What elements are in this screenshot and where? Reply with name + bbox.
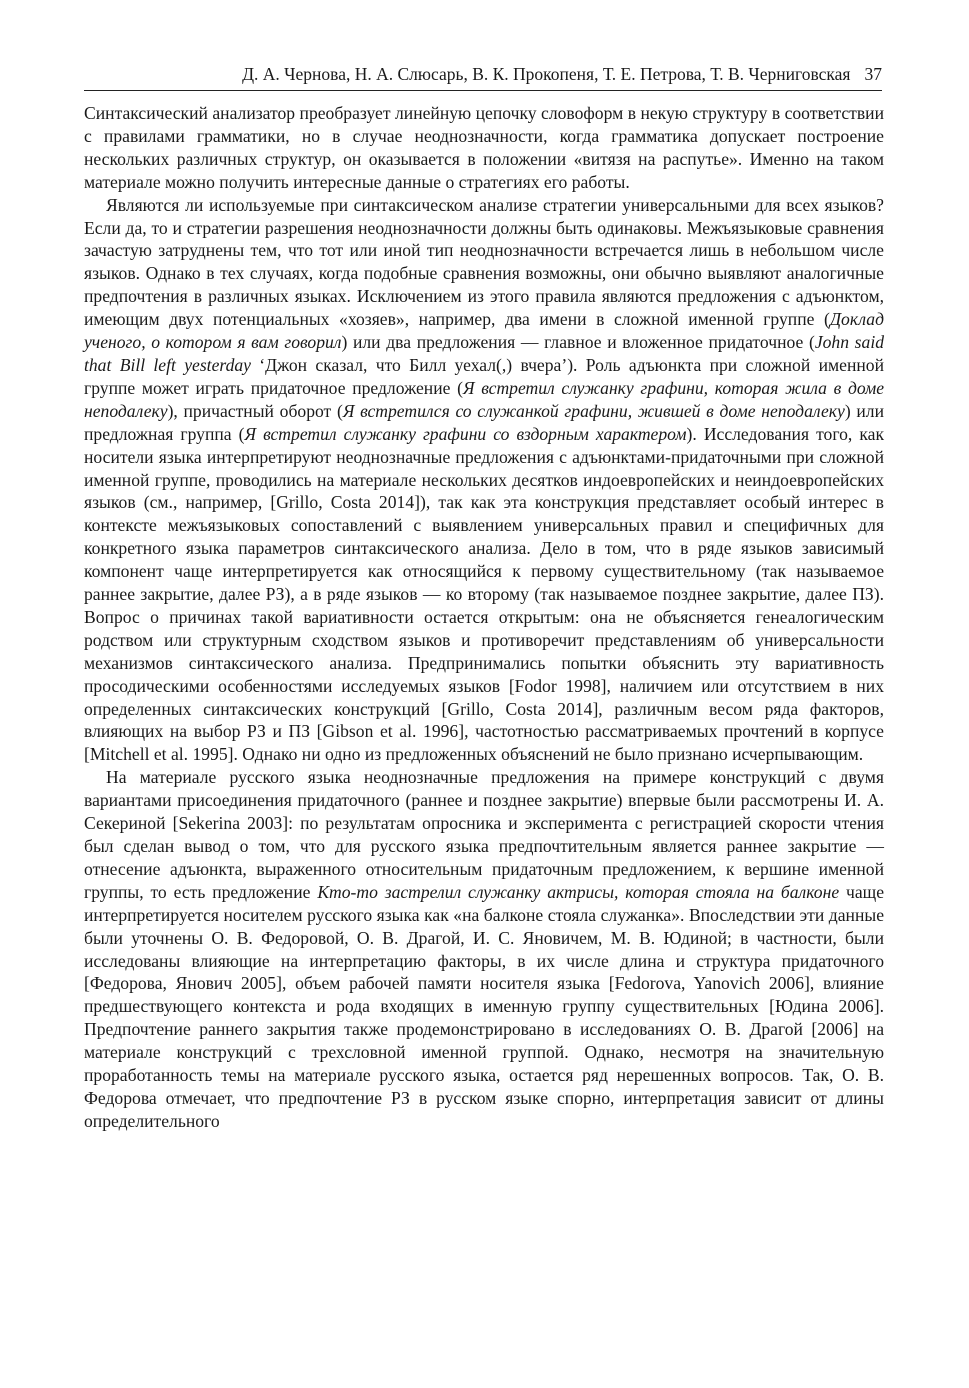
text-segment: ) или два предложения — главное и вложенное придаточное ( [341, 332, 815, 353]
text-segment: На материале русского языка неоднозначные предложения на примере конструкций с двумя вариантами присоединения придаточного (раннее и позднее закрытие) впервые были рассмотрены И. А. Секериной [Sekerina 2003]: по результатам опросника и эксперимента с регистрацией скорости чтения был сделан вывод о том, что для русского языка предпочтительным является раннее закрытие — отнесение адъюнкта, выраженного относительным придаточным предложением, к вершине именной группы, то есть предложение [84, 767, 884, 902]
paragraph-1 [84, 102, 884, 194]
example-italic: Кто-то застрелил служанку актрисы, которая стояла на балконе [317, 881, 840, 902]
text-segment: ). Исследования того, как носители языка интерпретируют неоднозначные предложения с адъюнктами-придаточными при сложной именной группе, проводились на материале нескольких десятков индоевропейских и неиндоевропейских языков (см., например, [Grillo, Costa 2014]), так как эта конструкция представляет особый интерес в контексте межъязыковых сопоставлений с выявлением универсальных правил и специфичных для конкретного языка параметров синтаксического анализа. Дело в том, что в ряде языков зависимый компонент чаще интерпретируется как относящийся к первому существительному (так называемое раннее закрытие, далее РЗ), а в ряде языков — ко второму (так называемое позднее закрытие, далее ПЗ). Вопрос о причинах такой вариативности остается открытым: она не объясняется генеалогическим родством или структурным сходством языков и противоречит представлениям об универсальности механизмов синтаксического анализа. Предпринимались попытки объяснить эту вариативность просодическими особенностями исследуемых языков [Fodor 1998], наличием или отсутствием в них определенных синтаксических конструкций [Grillo, Costa 2014], различным весом ряда факторов, влияющих на выбор РЗ и ПЗ [Gibson et al. 1996], частотностью рассматриваемых прочтений в корпусе [Mitchell et al. 1995]. Однако ни одно из предложенных объяснений не было признано исчерпывающим. [84, 423, 884, 765]
running-header [84, 60, 882, 91]
text-segment: чаще интерпретируется носителем русского языка как «на балконе стояла служанка». Впоследствии эти данные были уточнены О. В. Федоровой, О. В. Драгой, И. С. Яновичем, М. В. Юдиной; в частности, были исследованы влияющие на интерпретацию факторы, в их числе длина и структура придаточного [Федорова, Янович 2005], объем рабочей памяти носителя языка [Fedorova, Yanovich 2006], влияние предшествующего контекста и рода входящих в именную группу существительных [Юдина 2006]. Предпочтение раннего закрытия также продемонстрировано в исследованиях О. В. Драгой [2006] на материале конструкций с трехсловной именной группой. Однако, несмотря на значительную проработанность темы на материале русского языка, остается ряд нерешенных вопросов. Так, О. В. Федорова отмечает, что предпочтение РЗ в русском языке спорно, интерпретация зависит от длины определительного [84, 881, 885, 1131]
text-segment: Являются ли используемые при синтаксическом анализе стратегии универсальными для всех языков? Если да, то и стратегии разрешения неоднозначности должны быть одинаковы. Межъязыковые сравнения зачастую затруднены тем, что тот или иной тип неоднозначности встречается лишь в небольшом числе языков. Однако в тех случаях, когда подобные сравнения возможны, они обычно выявляют аналогичные предпочтения в различных языках. Исключением из этого правила являются предложения с адъюнктом, имеющим двух потенциальных «хозяев», например, два имени в сложной именной группе ( [84, 194, 884, 330]
text-segment: Синтаксический анализатор преобразует линейную цепочку словоформ в некую структуру в соответствии с правилами грамматики, но в случае неоднозначности, когда грамматика допускает построение нескольких различных структур, он оказывается в положении «витязя на распутье». Именно на таком материале можно получить интересные данные о стратегиях его работы. [84, 103, 884, 192]
body-text [84, 102, 884, 1133]
text-segment: ‘Джон сказал, что Билл уехал(,) вчера’). Роль адъюнкта при сложной именной группе может играть придаточное предложение ( [84, 354, 884, 398]
example-italic: Я встретил служанку графини со вздорным характером [244, 423, 687, 444]
text-segment: ) или предложная группа ( [84, 400, 884, 444]
example-italic: Я встретил служанку графини, которая жила в доме неподалеку [84, 377, 885, 421]
example-italic: Я встретился со служанкой графини, жившей в доме неподалеку [342, 400, 845, 421]
example-italic: John said that Bill left yesterday [84, 332, 884, 375]
paragraph-2 [84, 194, 884, 767]
page-number: 37 [864, 64, 882, 84]
text-segment: ), причастный оборот ( [167, 400, 343, 421]
paragraph-3 [84, 766, 884, 1133]
example-italic: Доклад ученого, о котором я вам говорил [84, 309, 884, 353]
header-authors: Д. А. Чернова, Н. А. Слюсарь, В. К. Прокопеня, Т. Е. Петрова, Т. В. Черниговская [242, 64, 851, 84]
